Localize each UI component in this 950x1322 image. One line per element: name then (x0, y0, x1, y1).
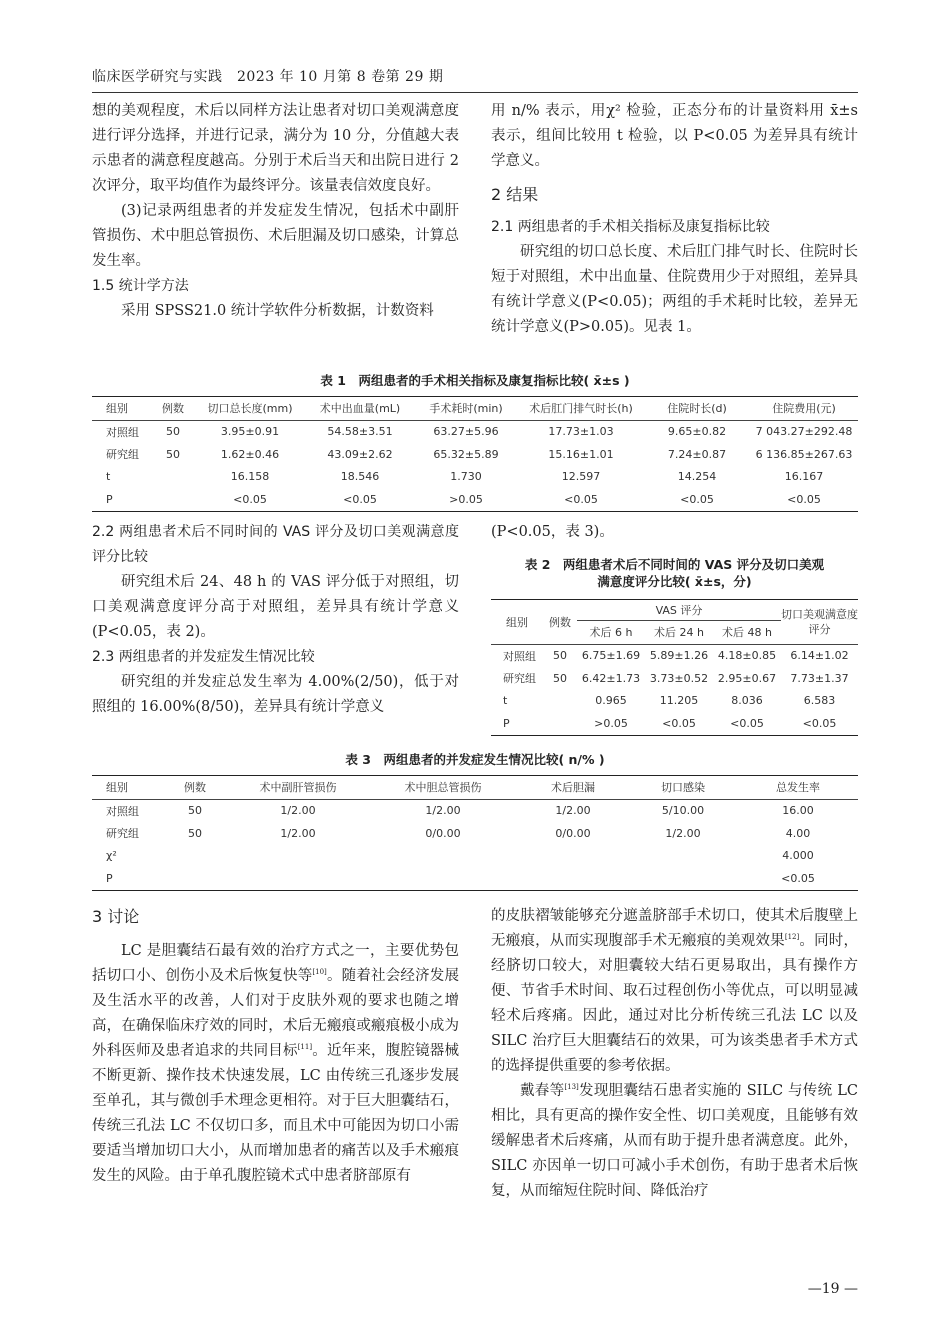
table-cell: >0.05 (594, 716, 628, 730)
table-cell (152, 488, 194, 511)
table-cell: 50 (553, 649, 567, 663)
table-cell: 15.16±1.01 (548, 447, 614, 461)
table-cell: 对照组 (106, 425, 139, 439)
section-heading-1-5: 1.5 统计学方法 (92, 278, 189, 294)
table-cell: 1/2.00 (280, 826, 316, 840)
table-cell: 63.27±5.96 (433, 425, 499, 439)
table-cell: 4.00 (785, 826, 811, 840)
paragraph: 研究组的切口总长度、术后肛门排气时长、住院时长短于对照组，术中出血量、住院费用少于对照组，差异具有统计学意义(P<0.05)；两组的手术耗时比较，差异无统计学意义(P>0.05)。见表 1。 (491, 244, 858, 335)
table-cell (368, 867, 518, 890)
paragraph: 采用 SPSS21.0 统计学软件分析数据，计数资料 (121, 303, 434, 319)
table-cell: 3.73±0.52 (649, 671, 709, 685)
table-cell (162, 845, 228, 868)
table-header-cell: 手术耗时(min) (429, 402, 503, 416)
table-row (92, 822, 858, 845)
table-cell: 50 (553, 671, 567, 685)
table-cell: <0.05 (730, 716, 764, 730)
citation: [11] (297, 1043, 313, 1052)
table-header-cell: 切口总长度(mm) (207, 402, 293, 416)
table-cell: 16.158 (230, 470, 270, 484)
table-header-cell: 术后 24 h (654, 626, 704, 640)
table-cell: <0.05 (564, 492, 598, 506)
table-cell (543, 690, 577, 713)
table-cell: 54.58±3.51 (327, 425, 393, 439)
table-row (92, 867, 858, 890)
table-cell: 1.730 (450, 470, 482, 484)
table-cell: 18.546 (340, 470, 380, 484)
text-run: 。近年来，腹腔镜器械不断更新、操作技术快速发展，LC 由传统三孔逐步发展至单孔，其与微创手术理念更相符。对于巨大胆囊结石，传统三孔法 LC 不仅切口多，而且术中可能因为切口小需要适当增加切口大小，从而增加患者的痛苦以及手术瘢痕发生的风险。由于单孔腹腔镜术式中患者脐部原有 (92, 1043, 460, 1184)
paragraph: 想的美观程度，术后以同样方法让患者对切口美观满意度进行评分选择，并进行记录，满分为 10 分，分值越大表示患者的满意程度越高。分别于术后当天和出院日进行 2 次评分，取平均值作为最终评分。该量表信效度良好。 (92, 103, 459, 194)
table-cell: >0.05 (449, 492, 483, 506)
table-cell: 1/2.00 (555, 804, 591, 818)
table-cell: 研究组 (503, 672, 536, 686)
table2-caption-line: 满意度评分比较( x̄±s，分) (597, 574, 752, 589)
table-row (92, 443, 858, 466)
table-cell (518, 845, 628, 868)
table-row (92, 488, 858, 511)
table-row (491, 690, 858, 713)
table-header-cell: 术中出血量(mL) (319, 402, 401, 416)
table-cell: 50 (188, 826, 202, 840)
table-row (491, 712, 858, 735)
table-cell: 3.95±0.91 (220, 425, 280, 439)
top-right-column (491, 99, 858, 340)
table-cell: 1.62±0.46 (220, 447, 280, 461)
table2 (491, 599, 858, 736)
table-cell: 7 043.27±292.48 (755, 425, 853, 439)
table-row (92, 466, 858, 489)
table-cell: 1/2.00 (280, 804, 316, 818)
table-header-row (92, 776, 858, 800)
mid-left-column (92, 520, 459, 720)
table2-caption-line: 表 2 两组患者术后不同时间的 VAS 评分及切口美观 (524, 557, 825, 572)
bottom-right-column (491, 904, 858, 1204)
table-cell: χ² (106, 849, 117, 863)
table-cell: 4.18±0.85 (717, 649, 777, 663)
table-header-cell: 组别 (106, 402, 128, 416)
table-header-cell: 术后 48 h (722, 626, 772, 640)
table-cell: 50 (166, 447, 180, 461)
table-cell: 12.597 (561, 470, 601, 484)
table-cell: 6 136.85±267.63 (755, 447, 853, 461)
table-cell: 4.000 (782, 849, 814, 863)
table-header-cell: 术后肛门排气时长(h) (529, 402, 633, 416)
table-header-cell: 例数 (543, 600, 577, 645)
table-cell: t (503, 694, 508, 708)
table-header-cell: 切口美观满意度评分 (781, 600, 858, 645)
table-cell: 6.42±1.73 (581, 671, 641, 685)
table-cell: 50 (188, 804, 202, 818)
table-header-cell: 术中副肝管损伤 (259, 781, 337, 795)
mid-right-column (491, 520, 858, 545)
section-heading-2: 2 结果 (491, 185, 539, 204)
table-cell: 研究组 (106, 448, 139, 462)
paragraph: 用 n/% 表示，用χ² 检验，正态分布的计量资料用 x̄±s 表示，组间比较用 t 检验，以 P<0.05 为差异具有统计学意义。 (491, 103, 858, 169)
table-header-cell: 总发生率 (776, 781, 820, 795)
paragraph: (3)记录两组患者的并发症发生情况，包括术中副肝管损伤、术中胆总管损伤、术后胆漏及切口感染，计算总发生率。 (92, 203, 459, 269)
table-header-row (491, 600, 858, 621)
table-cell: 7.73±1.37 (790, 671, 849, 685)
table-cell: 43.09±2.62 (327, 447, 393, 461)
table-row (92, 799, 858, 822)
table-cell: <0.05 (662, 716, 696, 730)
table-cell: 65.32±5.89 (433, 447, 499, 461)
table-cell: 16.00 (782, 804, 814, 818)
table1-caption: 表 1 两组患者的手术相关指标及康复指标比较( x̄±s ) (320, 373, 630, 388)
top-left-column (92, 99, 459, 324)
table-cell: 0/0.00 (555, 826, 591, 840)
paragraph: (P<0.05，表 3)。 (491, 524, 614, 540)
table-cell: 对照组 (503, 649, 536, 663)
table-cell: P (503, 716, 510, 730)
table-cell: 对照组 (106, 804, 139, 818)
table-cell: 11.205 (659, 694, 699, 708)
table-cell: 1/2.00 (665, 826, 701, 840)
table-cell: 8.036 (731, 694, 763, 708)
table-cell (228, 845, 368, 868)
table2-caption (491, 556, 858, 590)
table-cell: 2.95±0.67 (717, 671, 777, 685)
table-row (491, 667, 858, 690)
table-header-cell: 切口感染 (661, 781, 705, 795)
table-cell: 5.89±1.26 (649, 649, 709, 663)
table-cell: <0.05 (802, 716, 837, 730)
table-cell: 研究组 (106, 827, 139, 841)
table-header-cell: VAS 评分 (577, 600, 781, 621)
citation: [12] (784, 933, 800, 942)
table-header-cell: 住院费用(元) (772, 402, 836, 416)
table-cell: P (106, 492, 113, 506)
text-run: 。同时，经脐切口较大，对胆囊较大结石更易取出，具有操作方便、节省手术时间、取石过程创伤小等优点，可以明显减轻术后疼痛。因此，通过对比分析传统三孔法 LC 以及 SILC 治疗巨大胆囊结石的效果，可为该类患者手术方式的选择提供重要的参考依据。 (491, 933, 859, 1074)
table-cell: <0.05 (781, 871, 815, 885)
table-row (92, 420, 858, 443)
table-cell: 17.73±1.03 (548, 425, 614, 439)
journal-header: 临床医学研究与实践 2023 年 10 月第 8 卷第 29 期 (92, 69, 444, 85)
table1 (92, 396, 858, 512)
table-header-cell: 术后胆漏 (551, 781, 595, 795)
table-cell: 16.167 (784, 470, 824, 484)
table-cell: 0/0.00 (425, 826, 461, 840)
bottom-left-column (92, 904, 459, 1189)
citation: [10] (312, 968, 327, 977)
table-cell: 0.965 (595, 694, 627, 708)
section-heading-2-3: 2.3 两组患者的并发症发生情况比较 (92, 649, 315, 665)
table-header-cell: 组别 (106, 781, 128, 795)
text-run: LC 是胆囊结石最有效的治疗方式之一，主要优势包括切口小、创伤小及术后恢复快等 (92, 943, 459, 984)
table-row (92, 845, 858, 868)
table-cell (518, 867, 628, 890)
table-cell (152, 466, 194, 489)
table-cell: 14.254 (677, 470, 717, 484)
section-heading-2-2: 2.2 两组患者术后不同时间的 VAS 评分及切口美观满意度评分比较 (92, 524, 459, 565)
table-cell: P (106, 871, 113, 885)
table-cell: 50 (166, 425, 180, 439)
table-header-cell: 术后 6 h (589, 626, 633, 640)
table-cell: 9.65±0.82 (667, 425, 727, 439)
text-run: 。随着社会经济发展及生活水平的改善，人们对于皮肤外观的要求也随之增高，在确保临床疗效的同时，术后无瘢痕或瘢痕极小成为外科医师及患者追求的共同目标 (92, 968, 459, 1059)
table-cell: 1/2.00 (425, 804, 461, 818)
header-rule (92, 92, 858, 93)
paragraph: 研究组的并发症总发生率为 4.00%(2/50)，低于对照组的 16.00%(8/50)，差异具有统计学意义 (92, 674, 459, 715)
paragraph (92, 939, 459, 1189)
table-cell: <0.05 (787, 492, 821, 506)
table-cell: t (106, 470, 111, 484)
table-cell: 6.583 (803, 694, 836, 708)
table-header-cell: 例数 (162, 402, 184, 416)
paragraph (491, 904, 858, 1079)
table-cell (368, 845, 518, 868)
table-cell (162, 867, 228, 890)
section-heading-2-1: 2.1 两组患者的手术相关指标及康复指标比较 (491, 219, 770, 235)
paragraph: 研究组术后 24、48 h 的 VAS 评分低于对照组，切口美观满意度评分高于对照组，差异具有统计学意义(P<0.05，表 2)。 (92, 574, 459, 640)
table-cell: <0.05 (233, 492, 267, 506)
table-cell (628, 845, 738, 868)
table3-caption: 表 3 两组患者的并发症发生情况比较( n/% ) (345, 752, 605, 767)
table-cell: 5/10.00 (661, 804, 705, 818)
table-cell: <0.05 (343, 492, 377, 506)
page-number: —19 — (807, 1281, 858, 1297)
table-row (491, 644, 858, 667)
table-header-row (92, 397, 858, 421)
text-run: 戴春等 (520, 1083, 565, 1099)
table-cell: 6.75±1.69 (581, 649, 641, 663)
paragraph (491, 1079, 858, 1204)
text-run: 的皮肤褶皱能够充分遮盖脐部手术切口，使其术后腹壁上无瘢痕，从而实现腹部手术无瘢痕的美观效果 (491, 908, 858, 949)
text-run: 发现胆囊结石患者实施的 SILC 与传统 LC 相比，具有更高的操作安全性、切口美观度，且能够有效缓解患者术后疼痛，从而有助于提升患者满意度。此外，SILC 亦因单一切口可减小手术创伤，有助于患者术后恢复，从而缩短住院时间、降低治疗 (491, 1083, 859, 1199)
table-header-cell: 住院时长(d) (667, 402, 727, 416)
table-header-cell: 组别 (491, 600, 543, 645)
table-cell (628, 867, 738, 890)
table-header-cell: 例数 (184, 781, 206, 795)
table3 (92, 775, 858, 891)
table-cell: 7.24±0.87 (667, 447, 727, 461)
table-cell: <0.05 (680, 492, 714, 506)
table-cell: 6.14±1.02 (790, 649, 849, 663)
section-heading-3: 3 讨论 (92, 907, 140, 926)
table-header-cell: 术中胆总管损伤 (404, 781, 482, 795)
table-cell (543, 712, 577, 735)
citation: [13] (564, 1083, 579, 1092)
table-cell (228, 867, 368, 890)
